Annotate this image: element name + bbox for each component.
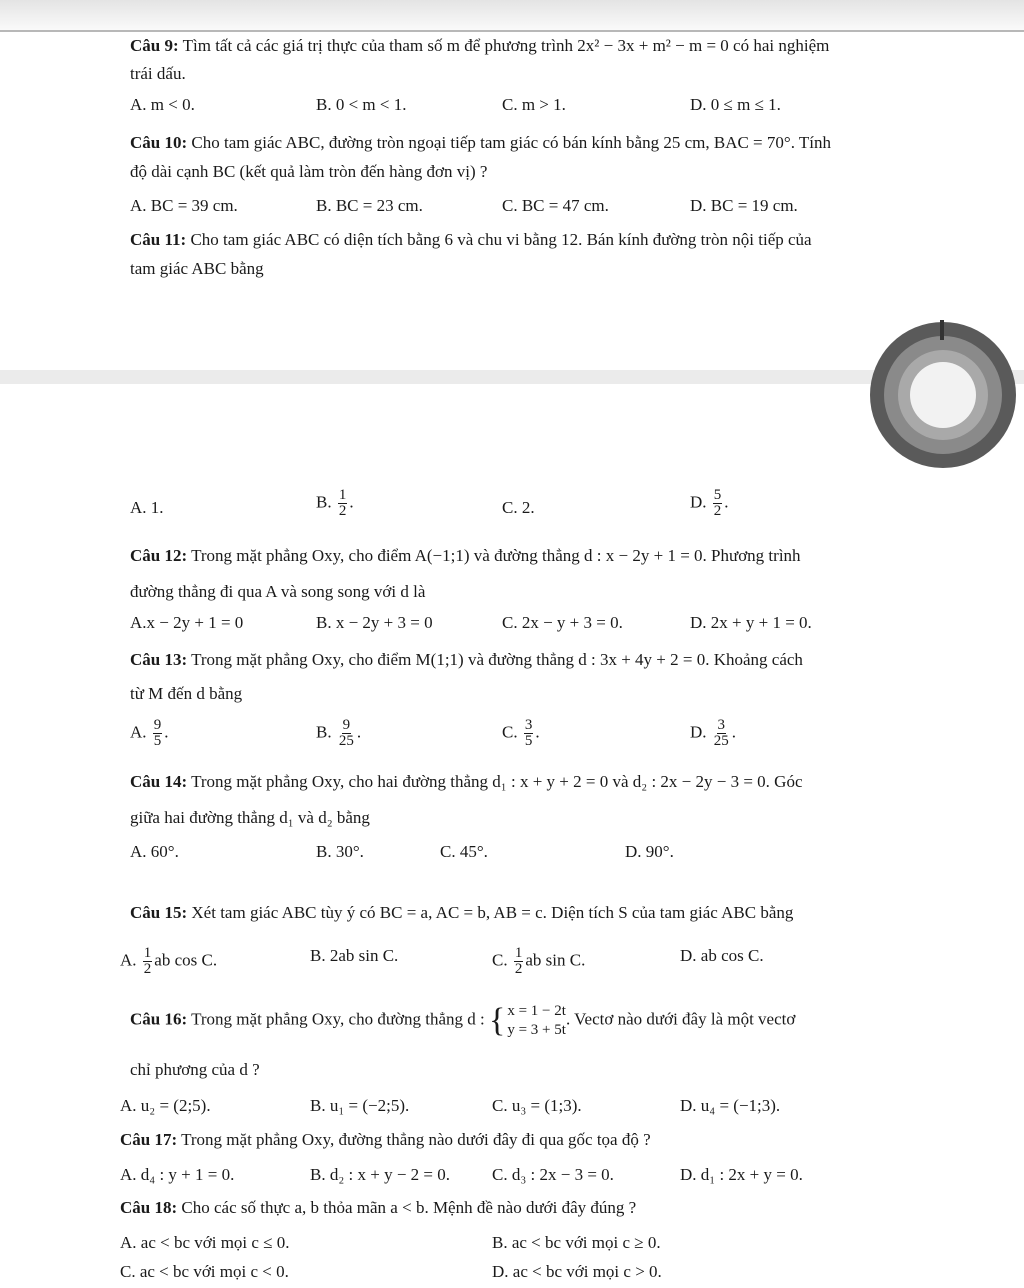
q15-option-a[interactable]: A. $\frac{1}{2}$ ab cos C.	[120, 945, 218, 977]
q11-option-a[interactable]: A. 1.	[130, 498, 164, 517]
q10-options	[0, 196, 1024, 222]
q16-options	[0, 1096, 1024, 1122]
q12-option-b[interactable]: B. x − 2y + 3 = 0	[316, 613, 433, 632]
q13-fraction-c: $\frac{3}{5}$	[524, 717, 533, 749]
q17-stem	[120, 1130, 651, 1150]
q17-option-c[interactable]: C. d₃ : 2x − 3 = 0.	[492, 1165, 614, 1184]
q17-option-a[interactable]: A. d₄ : y + 1 = 0.	[120, 1165, 235, 1184]
q14-label: Câu 14:	[130, 772, 188, 791]
q13-label: Câu 13:	[130, 650, 188, 669]
q16-option-b[interactable]: B. u₁ = (−2;5).	[310, 1096, 410, 1115]
q12-stem-line2: đường thẳng đi qua A và song song với d là	[130, 582, 426, 601]
loading-ring-icon	[870, 322, 1016, 468]
q13-option-b[interactable]: B. $\frac{9}{25}$ .	[316, 717, 362, 749]
q11-options	[0, 487, 1024, 524]
q11-label: Câu 11:	[130, 230, 187, 249]
q18-option-a[interactable]: A. ac < bc với mọi c ≤ 0.	[120, 1233, 290, 1252]
q15-option-c[interactable]: C. $\frac{1}{2}$ ab sin C.	[492, 945, 586, 977]
q14-options	[0, 842, 1024, 868]
q18-stem	[120, 1198, 636, 1218]
q11-stem-text: Cho tam giác ABC có diện tích bằng 6 và chu vi bằng 12. Bán kính đường tròn nội tiếp của	[190, 230, 812, 249]
q15-option-b[interactable]: B. 2ab sin C.	[310, 946, 399, 965]
q11-option-b[interactable]: B. $\frac{1}{2}$ .	[316, 487, 354, 519]
q11-stem-line2: tam giác ABC bằng	[130, 259, 264, 278]
q9-option-b[interactable]: B. 0 < m < 1.	[316, 95, 407, 114]
q17-option-b[interactable]: B. d₂ : x + y − 2 = 0.	[310, 1165, 451, 1184]
q13-option-d[interactable]: D. $\frac{3}{25}$ .	[690, 717, 737, 749]
q15-fraction-a: $\frac{1}{2}$	[143, 945, 152, 977]
q10-stem-line2: độ dài cạnh BC (kết quả làm tròn đến hàng đơn vị) ?	[130, 162, 488, 181]
q16-label: Câu 16:	[130, 1009, 188, 1029]
q13-fraction-d: $\frac{3}{25}$	[713, 717, 729, 749]
q14-option-d[interactable]: D. 90°.	[625, 842, 674, 861]
q12-options	[0, 613, 1024, 639]
q18-options-row2	[0, 1262, 1024, 1288]
q18-option-c[interactable]: C. ac < bc với mọi c < 0.	[120, 1262, 289, 1281]
q18-stem-text: Cho các số thực a, b thỏa mãn a < b. Mệnh đề nào dưới đây đúng ?	[181, 1198, 637, 1217]
q12-stem	[130, 546, 801, 566]
q16-system: x = 1 − 2t y = 3 + 5t	[507, 1003, 566, 1038]
q9-option-c[interactable]: C. m > 1.	[502, 95, 566, 114]
top-divider	[0, 30, 1024, 32]
q10-option-b[interactable]: B. BC = 23 cm.	[316, 196, 423, 215]
q11-fraction-d: $\frac{5}{2}$	[713, 487, 722, 519]
q15-label: Câu 15:	[130, 903, 188, 922]
q16-option-d[interactable]: D. u₄ = (−1;3).	[680, 1096, 781, 1115]
q16-stem-line2: chỉ phương của d ?	[130, 1060, 260, 1079]
q10-option-a[interactable]: A. BC = 39 cm.	[130, 196, 238, 215]
q15-option-d[interactable]: D. ab cos C.	[680, 946, 764, 965]
q13-fraction-a: $\frac{9}{5}$	[153, 717, 162, 749]
q14-option-c[interactable]: C. 45°.	[440, 842, 488, 861]
q16-brace: {	[489, 1001, 506, 1039]
q15-stem-text: Xét tam giác ABC tùy ý có BC = a, AC = b, AB = c. Diện tích S của tam giác ABC bằng	[191, 903, 794, 922]
q9-stem-text: Tìm tất cả các giá trị thực của tham số m để phương trình 2x² − 3x + m² − m = 0 có hai nghiệm	[182, 36, 830, 55]
q10-stem-text: Cho tam giác ABC, đường tròn ngoại tiếp tam giác có bán kính bằng 25 cm, BAC = 70°. Tính	[191, 133, 831, 152]
ring-mark	[940, 320, 944, 340]
q13-option-c[interactable]: C. $\frac{3}{5}$ .	[502, 717, 540, 749]
q12-stem-text: Trong mặt phẳng Oxy, cho điểm A(−1;1) và đường thẳng d : x − 2y + 1 = 0. Phương trình	[191, 546, 801, 565]
q14-stem-text: Trong mặt phẳng Oxy, cho hai đường thẳng d₁ : x + y + 2 = 0 và d₂ : 2x − 2y − 3 = 0. Góc	[191, 772, 803, 791]
q9-options	[0, 95, 1024, 121]
top-shadow	[0, 0, 1024, 30]
q13-stem-text: Trong mặt phẳng Oxy, cho điểm M(1;1) và đường thẳng d : 3x + 4y + 2 = 0. Khoảng cách	[191, 650, 803, 669]
q13-fraction-b: $\frac{9}{25}$	[338, 717, 354, 749]
q16-option-c[interactable]: C. u₃ = (1;3).	[492, 1096, 582, 1115]
q16-stem-tail: . Vectơ nào dưới đây là một vectơ	[565, 1009, 796, 1029]
q10-label: Câu 10:	[130, 133, 188, 152]
q16-stem-text: Trong mặt phẳng Oxy, cho đường thẳng d :	[191, 1009, 485, 1029]
q17-label: Câu 17:	[120, 1130, 178, 1149]
q18-option-d[interactable]: D. ac < bc với mọi c > 0.	[492, 1262, 662, 1281]
q13-stem-line2: từ M đến d bằng	[130, 684, 243, 703]
q9-option-d[interactable]: D. 0 ≤ m ≤ 1.	[690, 95, 781, 114]
q14-option-a[interactable]: A. 60°.	[130, 842, 179, 861]
q11-option-c[interactable]: C. 2.	[502, 498, 535, 517]
q18-label: Câu 18:	[120, 1198, 178, 1217]
q10-stem	[130, 133, 831, 153]
q13-options	[0, 717, 1024, 749]
q16-stem	[130, 1002, 795, 1040]
q11-option-d[interactable]: D. $\frac{5}{2}$ .	[690, 487, 729, 519]
q11-fraction-b: $\frac{1}{2}$	[338, 487, 347, 519]
q9-stem-line2: trái dấu.	[130, 64, 186, 83]
q16-option-a[interactable]: A. u₂ = (2;5).	[120, 1096, 211, 1115]
q12-option-c[interactable]: C. 2x − y + 3 = 0.	[502, 613, 623, 632]
q10-option-d[interactable]: D. BC = 19 cm.	[690, 196, 798, 215]
q10-option-c[interactable]: C. BC = 47 cm.	[502, 196, 609, 215]
q9-stem	[130, 36, 829, 56]
q13-option-a[interactable]: A. $\frac{9}{5}$ .	[130, 717, 169, 749]
q12-option-d[interactable]: D. 2x + y + 1 = 0.	[690, 613, 812, 632]
q15-stem	[130, 903, 793, 923]
q18-option-b[interactable]: B. ac < bc với mọi c ≥ 0.	[492, 1233, 661, 1252]
q17-option-d[interactable]: D. d₁ : 2x + y = 0.	[680, 1165, 803, 1184]
q12-option-a[interactable]: A.x − 2y + 1 = 0	[130, 613, 244, 632]
q12-label: Câu 12:	[130, 546, 188, 565]
q17-stem-text: Trong mặt phẳng Oxy, đường thẳng nào dưới đây đi qua gốc tọa độ ?	[181, 1130, 651, 1149]
q9-label: Câu 9:	[130, 36, 179, 55]
q17-options	[0, 1165, 1024, 1191]
q18-options-row1	[0, 1233, 1024, 1259]
q14-stem	[130, 772, 803, 792]
q13-stem	[130, 650, 803, 670]
q11-stem	[130, 230, 812, 250]
q15-fraction-c: $\frac{1}{2}$	[514, 945, 523, 977]
q15-options	[0, 945, 1024, 977]
q9-option-a[interactable]: A. m < 0.	[130, 95, 195, 114]
q14-option-b[interactable]: B. 30°.	[316, 842, 364, 861]
q14-stem-line2: giữa hai đường thẳng d₁ và d₂ bằng	[130, 808, 370, 827]
